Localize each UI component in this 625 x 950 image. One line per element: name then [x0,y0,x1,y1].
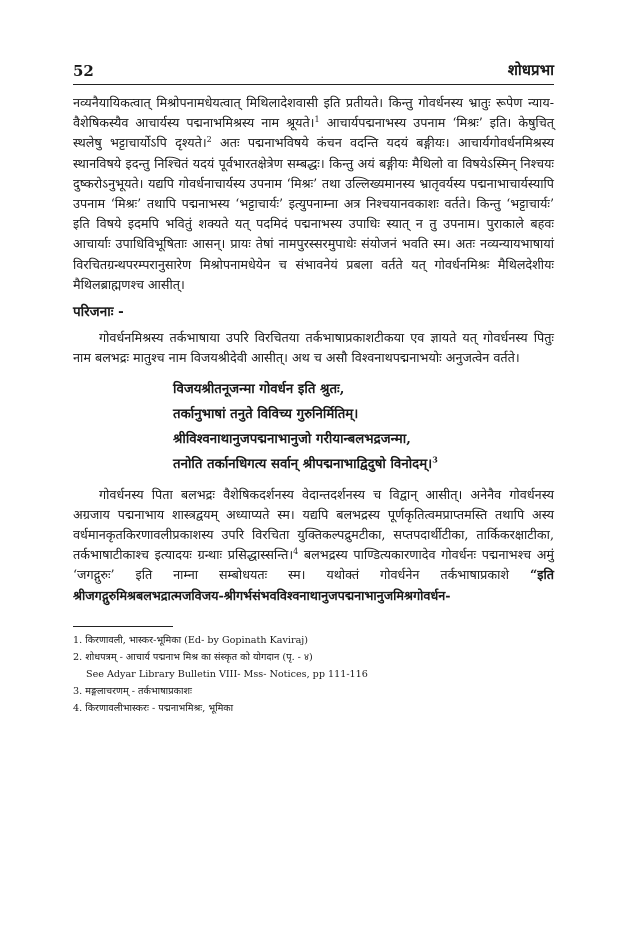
footnote-1: 1. किरणावली, भास्कर-भूमिका (Ed- by Gopinath Kaviraj) [73,634,309,646]
body-text [73,93,554,606]
section-heading: परिजनाः - [73,304,124,321]
verse-line-3: श्रीविश्वनाथानुजपद्मनाभानुजो गरीयान्बलभद्रजन्मा, [173,431,411,447]
footnote-ref-1: 1 [314,114,320,124]
footnote-ref-2: 2 [206,135,212,145]
paragraph-3-quote: “इति श्रीजगद्गुरुमिश्रबलभद्रात्मजविजय-श्रीगर्भसंभवविश्वनाथानुजपद्मनाभानुजमिश्रगोवर्धन- [73,567,554,603]
footnotes [73,632,554,717]
verse-line-4-text: तनोति तर्कानधिगत्य सर्वान् श्रीपद्मनाभाद्विदुषो विनोदम्। [173,456,433,472]
running-title: शोधप्रभा [507,61,554,79]
page [73,60,554,717]
footnote-3: 3. मङ्गलाचरणम् - तर्कभाषाप्रकाशः [73,685,192,697]
footnote-4: 4. किरणावलीभास्करः - पद्मनाभमिश्रः, भूमिका [73,702,234,714]
footnote-2: 2. शोधपत्रम् - आचार्य पद्मनाभ मिश्र का संस्कृत को योगदान (पृ. - ४) [73,651,313,663]
verse-line-1: विजयश्रीतनूजन्मा गोवर्धन इति श्रुतः, [173,381,345,397]
footnote-ref-3: 3 [432,454,438,465]
verse-line-4 [173,452,554,477]
paragraph-3 [73,485,554,606]
paragraph-2: गोवर्धनमिश्रस्य तर्कभाषाया उपरि विरचितया तर्कभाषाप्रकाशटीकया एव ज्ञायते यत् गोवर्धनस्य पितुः नाम बलभद्रः मातुश्च नाम विजयश्रीदेवी आसीत्। अथ च असौ विश्वनाथपद्मनाभयोः अनुजत्वेन वर्तते। [73,330,554,366]
paragraph-1 [73,93,554,295]
verse-block [173,377,554,477]
paragraph-1-text-b: आचार्यपद्मनाभस्य उपनाम ‘मिश्रः’ इति। केषुचित् स्थलेषु भट्टाचार्योऽपि दृश्यते। [73,115,554,151]
paragraph-3-text: गोवर्धनस्य पिता बलभद्रः वैशेषिकदर्शनस्य वेदान्तदर्शनस्य च विद्वान् आसीत्। अनेनैव गोवर्धनस्य अग्रजाय पद्मनाभाय शास्त्रद्वयम् अध्याप्यते स्म। यद्यपि बलभद्रस्य पूर्णकृतित्वमप्राप्तमस्ति तथापि अस्य वर्धमानकृतकिरणावलीप्रकाशस्य उपरि विरचिता युक्तिकल्पद्रुमटीका, सप्तपदार्थीटीका, तार्किकरक्षाटीका, तर्कभाषाटीकाश्च इत्यादयः ग्रन्थाः प्रसिद्धास्सन्ति। [73,486,554,563]
verse-line-2: तर्कानुभाषां तनुते विविच्य गुरुनिर्मितिम्। [173,406,359,422]
paragraph-1-text-c: अतः पद्मनाभविषये कंचन वदन्ति यदयं बङ्गीयः। आचार्यगोवर्धनमिश्रस्य स्थानविषये इदन्तु निश्चितं यदयं पूर्वभारतक्षेत्रेण सम्बद्धः। किन्तु अयं बङ्गीयः मैथिलो वा विषयेऽस्मिन् निश्चयः दुष्करोऽनुभूयते। यद्यपि गोवर्धनाचार्यस्य उपनाम ‘मिश्रः’ तथा उल्लिख्यमानस्य भ्रातृवर्यस्य पद्मनाभाचार्यस्यापि उपनाम ‘मिश्रः’ तथापि पद्मनाभस्य ‘भट्टाचार्यः’ इत्युपनाम्ना अत्र निश्चयानवकाशः वर्तते। किन्तु ‘भट्टाचार्यः’ इति विषये इदमपि भवितुं शक्यते यत् पदमिदं पद्मनाभस्य उपाधिः स्यात् न तु उपनाम। पुराकाले बहवः आचार्याः उपाधिविभूषिताः आसन्। प्रायः तेषां नामपुरस्सरमुपाधेः संयोजनं भवति स्म। अतः नव्यन्यायभाषायां विरचितग्रन्थपरम्परानुसारेण मिश्रोपनामधेयेन च संभावनेयं प्रबला वर्तते यत् गोवर्धनमिश्रः मैथिलदेशीयः मैथिलब्राह्मणश्च आसीत्। [73,135,554,292]
footnote-ref-4: 4 [293,547,299,557]
page-number: 52 [73,62,94,80]
paragraph-3-text-b: बलभद्रस्य पाण्डित्यकारणादेव गोवर्धनः पद्मनाभश्च अमुं ‘जगद्गुरुः’ इति नाम्ना सम्बोधयतः स्म। यथोक्तं गोवर्धनेन तर्कभाषाप्रकाशे [73,547,554,583]
paragraph-1-text: नव्यनैयायिकत्वात् मिश्रोपनामधेयत्वात् मिथिलादेशवासी इति प्रतीयते। किन्तु गोवर्धनस्य भ्रातुः रूपेण न्याय-वैशेषिकस्यैव आचार्यस्य पद्मनाभमिश्रस्य नाम श्रूयते। [73,95,554,131]
footnote-2-sub: See Adyar Library Bulletin VIII- Mss- Notices, pp 111-116 [86,668,368,680]
footnote-divider [73,626,173,627]
page-header [73,60,554,85]
